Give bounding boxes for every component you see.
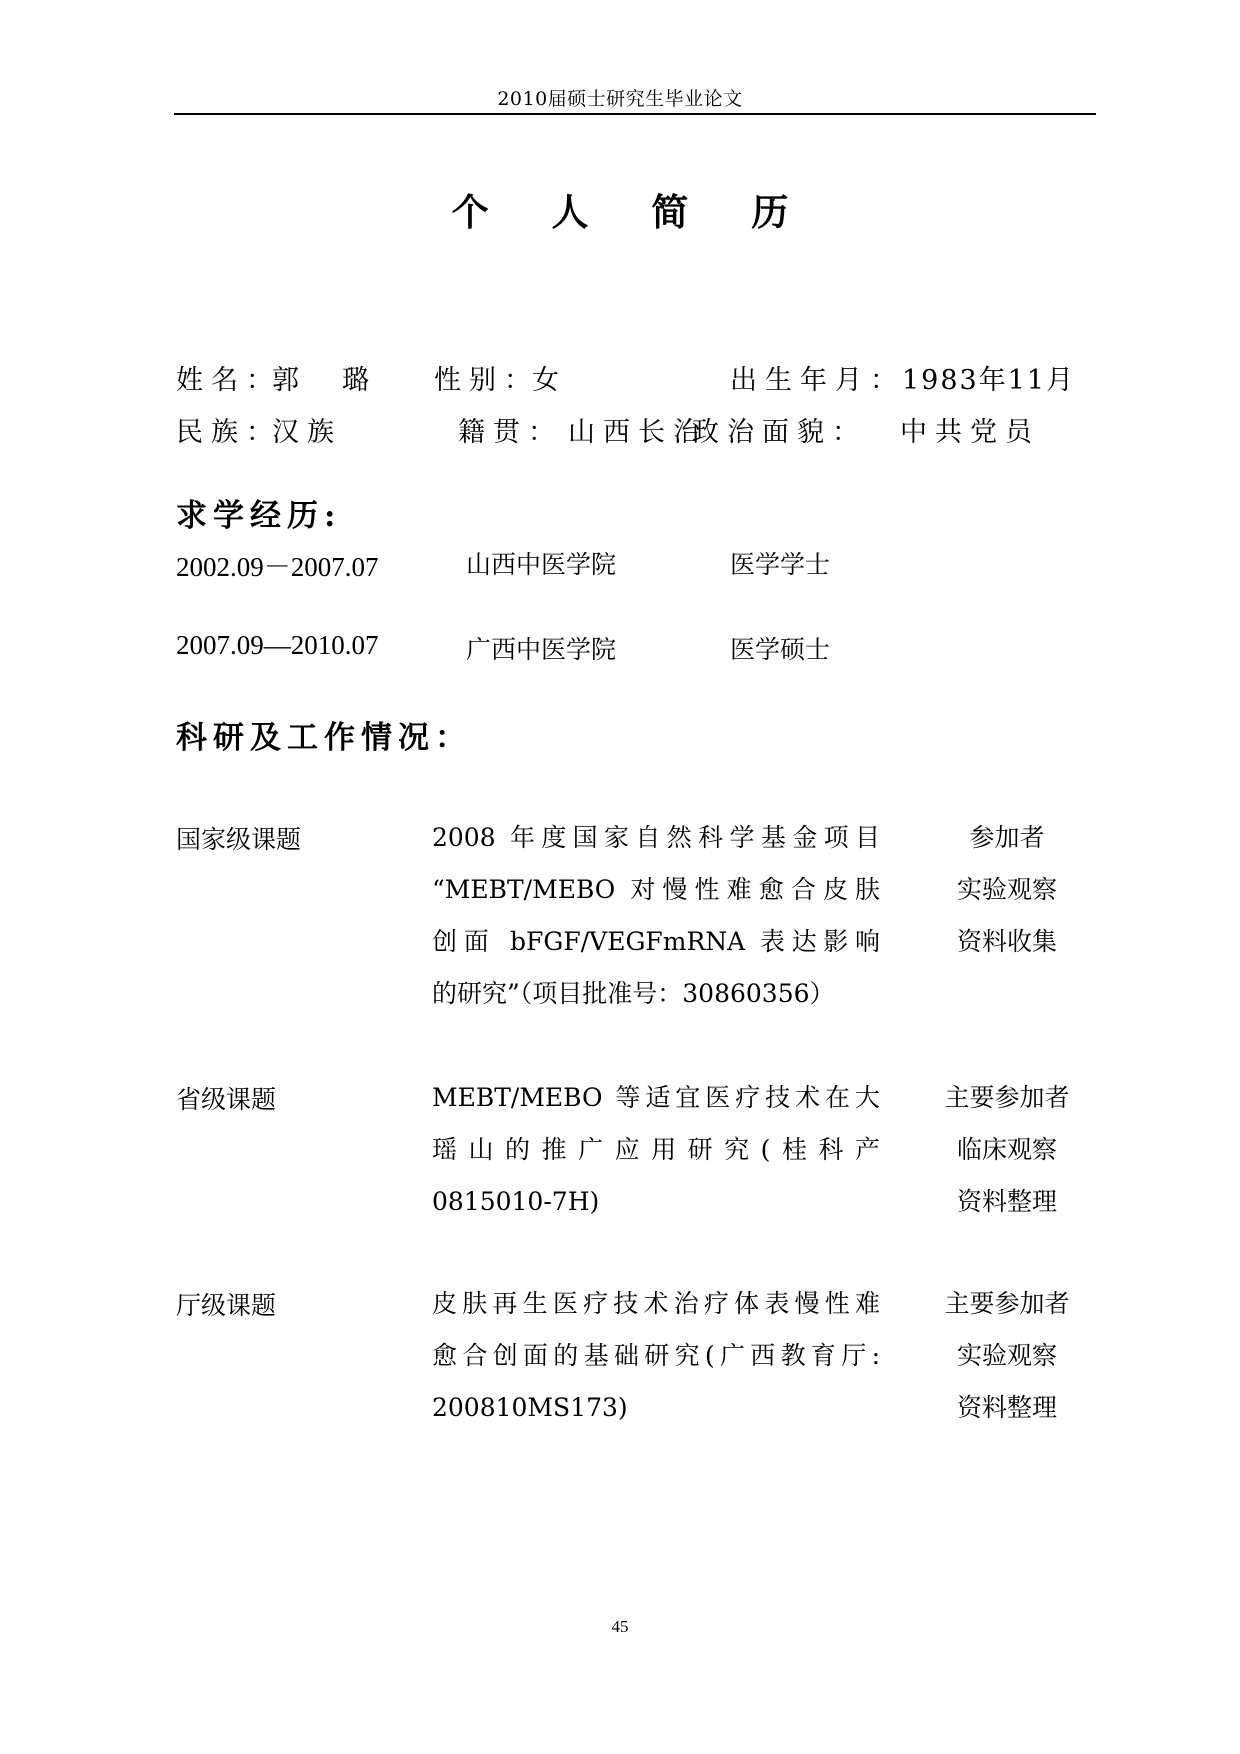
political-label: 政治面貌： <box>692 417 867 448</box>
ethnicity-value: 汉族 <box>272 417 342 448</box>
project-description-line: 瑶山的推广应用研究(桂科产 <box>432 1135 880 1164</box>
project-role: 资料收集 <box>956 927 1057 956</box>
education-period: 2002.09－2007.07 <box>176 552 379 582</box>
name-value: 郭 璐 <box>272 365 377 396</box>
education-period: 2007.09—2010.07 <box>176 630 379 660</box>
project-roles <box>922 1286 1092 1442</box>
project-role: 参加者 <box>969 823 1045 852</box>
research-heading: 科研及工作情况： <box>176 720 472 756</box>
origin-label: 籍贯： <box>458 417 563 448</box>
project-roles <box>922 820 1092 976</box>
education-school: 广西中医学院 <box>466 635 617 664</box>
project-description <box>432 820 880 1028</box>
project-description-line: 愈合创面的基础研究(广西教育厅: <box>432 1341 880 1370</box>
project-role: 资料整理 <box>956 1187 1057 1216</box>
education-school: 山西中医学院 <box>466 550 617 579</box>
project-description-line: 皮肤再生医疗技术治疗体表慢性难 <box>432 1289 880 1318</box>
project-level: 省级课题 <box>176 1085 277 1114</box>
project-role: 实验观察 <box>956 875 1057 904</box>
project-description-line: 0815010-7H) <box>432 1187 600 1216</box>
project-role: 主要参加者 <box>944 1083 1070 1112</box>
page-title: 个 人 简 历 <box>451 190 814 234</box>
ethnicity-label: 民族： <box>176 417 281 448</box>
gender-label: 性别： <box>434 365 539 396</box>
project-description-line: 2008 年度国家自然科学基金项目 <box>432 823 880 852</box>
name-label: 姓名： <box>176 365 281 396</box>
gender-value: 女 <box>532 365 567 396</box>
project-description-line: MEBT/MEBO 等适宜医疗技术在大 <box>432 1083 880 1112</box>
political-value: 中共党员 <box>900 417 1040 448</box>
running-header: 2010届硕士研究生毕业论文 <box>497 88 743 110</box>
project-role: 实验观察 <box>956 1341 1057 1370</box>
project-role: 主要参加者 <box>944 1289 1070 1318</box>
header-rule <box>174 113 1096 115</box>
page-number: 45 <box>611 1617 629 1636</box>
birth-label: 出生年月： <box>730 365 905 396</box>
birth-value: 1983年11月 <box>902 365 1076 396</box>
project-description <box>432 1080 880 1236</box>
project-level: 国家级课题 <box>176 825 302 854</box>
project-description <box>432 1286 880 1442</box>
education-degree: 医学学士 <box>730 550 831 579</box>
education-degree: 医学硕士 <box>730 635 831 664</box>
project-role: 临床观察 <box>956 1135 1057 1164</box>
project-description-line: “MEBT/MEBO 对慢性难愈合皮肤 <box>432 875 880 904</box>
project-description-line: 创面 bFGF/VEGFmRNA 表达影响 <box>432 927 880 956</box>
education-heading: 求学经历: <box>176 498 342 534</box>
project-roles <box>922 1080 1092 1236</box>
origin-value: 山西长治 <box>568 417 708 448</box>
project-role: 资料整理 <box>956 1393 1057 1422</box>
project-level: 厅级课题 <box>176 1291 277 1320</box>
project-description-line: 200810MS173) <box>432 1393 628 1422</box>
project-description-line: 的研究”（项目批准号：30860356） <box>432 979 835 1008</box>
